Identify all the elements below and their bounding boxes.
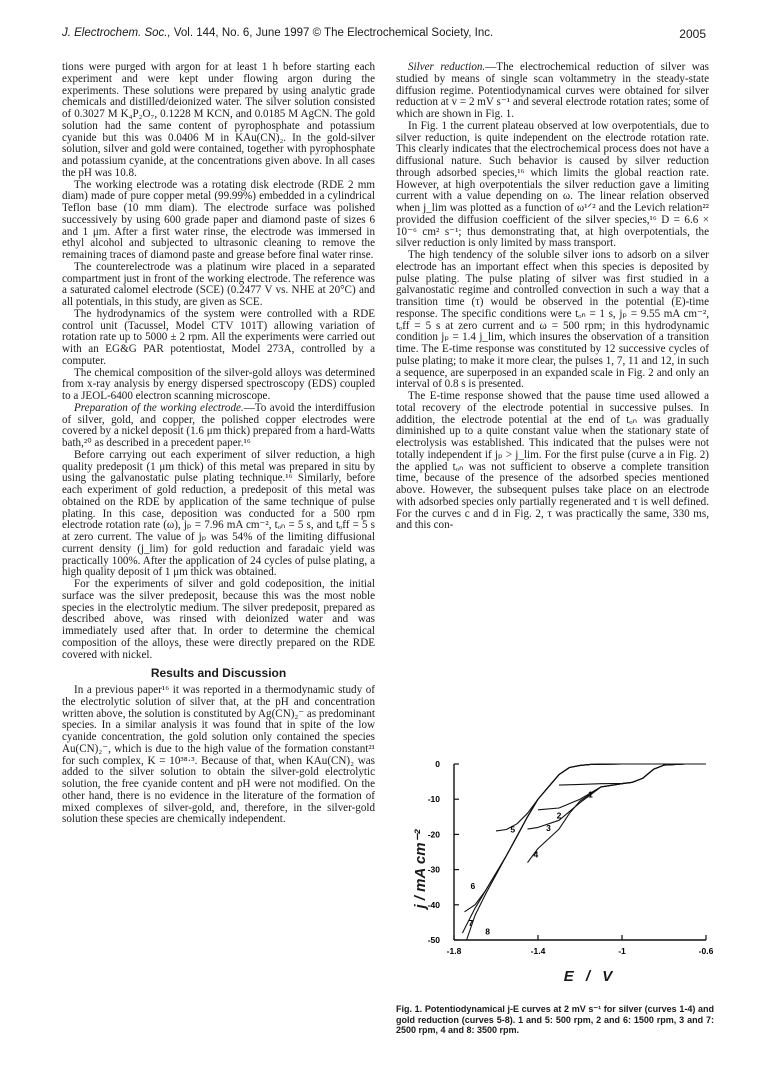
x-axis-label: E / V <box>563 968 617 985</box>
paragraph: The working electrode was a rotating disk electrode (RDE 2 mm diam) made of pure copper metal (99.99%) embedded in a cylindrical Teflon base (10 mm diam). The electrode surface was polished successively by using 600 grade paper and diamond paste of sizes 6 and 1 μm. After a first water rinse, the electrode was immersed in ethyl alcohol and subjected to ultrasonic cleaning to remove the remaining traces of diamond paste and grease before final water rinse. <box>62 178 375 261</box>
curve-5 <box>496 764 706 831</box>
paragraph-text: —To avoid the interdiffusion of silver, gold, and copper, the polished copper electrodes were covered by a nickel deposit (1.6 μm thick) prepared from a hard-Watts bath,²⁰ as described in a precedent paper.¹⁶ <box>62 401 376 449</box>
paragraph: In a previous paper¹⁶ it was reported in a thermodynamic study of the electrolytic solution of silver that, at the pH and concentration written above, the solution is constituted by Ag(CN)₂⁻ as predominant species. In a similar analysis it was found that in spite of the low cyanide concentration, the gold solution only contained the species Au(CN)₂⁻, which is due to the high value of the formation constant²¹ for such complex, K = 10³⁸·³. Because of that, when KAu(CN)₂ was added to the silver solution to obtain the silver-gold electrolytic solution, the free cyanide content and pH were not modified. On the other hand, there is no evidence in the literature of the formation of mixed complexes of silver-gold, and, therefore, in the silver-gold solution these species are chemically independent. <box>62 684 375 826</box>
paragraph-text: —The electrochemical reduction of silver was studied by means of single scan voltammetry in the steady-state diffusion regime. Potentiodynamical curves were obtained for silver reduction at v = 2 mV s⁻¹ and several electrode rotation rates; some of which are shown in Fig. 1. <box>396 61 709 120</box>
journal-citation <box>62 27 493 39</box>
paragraph: In Fig. 1 the current plateau observed at low overpotentials, due to silver reduction, is quite independent on the electrode rotation rate. This clearly indicates that the electrochemical process does not have a diffusional nature. Such behavior is caused by silver reduction through adsorbed species,¹⁶ which limits the global reaction rate. However, at high overpotentials the silver reduction gave a limiting current with a value depending on ω. The linear relation observed when j_lim was plotted as a function of ω¹ᐟ² and the Levich relation²² provided the diffusion coefficient of the silver species,¹⁶ D = 6.6 × 10⁻⁶ cm² s⁻¹; thus demonstrating that, at high overpotentials, the silver reduction is only limited by mass transport. <box>396 119 709 250</box>
left-column <box>62 62 375 826</box>
curve-2 <box>538 764 706 810</box>
x-tick-label: -1.4 <box>530 946 546 956</box>
paragraph <box>62 403 375 450</box>
paragraph <box>396 62 709 121</box>
y-axis-label-wrap <box>405 800 429 950</box>
journal-name: J. Electrochem. Soc., <box>62 27 171 39</box>
paragraph: Before carrying out each experiment of silver reduction, a high quality predeposit (1 μm thick) of this metal was prepared in situ by using the galvanostatic pulse plating technique.¹⁶ Similarly, before each experiment of gold reduction, a predeposit of this metal was obtained on the RDE by application of the same technique of pulse plating. In this case, deposition was conducted for a 500 rpm electrode rotation rate (ω), jₚ = 7.96 mA cm⁻², tₒₙ = 5 s, and tₒff = 5 s at zero current. The value of jₚ was 54% of the limiting diffusional current density (j_lim) for gold reduction and faradaic yield was practically 100%. After the application of 24 cycles of pulse plating, a high quality deposit of 1 μm thick was obtained. <box>62 448 375 579</box>
curve-3 <box>528 764 707 829</box>
paragraph: The chemical composition of the silver-gold alloys was determined from x-ray analysis by energy dispersed spectroscopy (EDS) coupled to a JEOL-6400 electron scanning microscope. <box>62 366 375 402</box>
curve-7 <box>462 764 706 933</box>
right-column <box>396 62 709 532</box>
paragraph: The E-time response showed that the pause time used allowed a total recovery of the electrode potential in successive pulses. In addition, the electrode potential at the end of tₒₙ was gradually diminished up to a quite constant value when the stationary state of electrolysis was established. This indicated that the pulses were not totally independent if jₚ > j_lim. For the first pulse (curve a in Fig. 2) the applied tₒₙ was not sufficient to observe a complete transition time, because of the presence of the adsorbed species mentioned above. However, the subsequent pulses take place on an electrode with adsorbed species only partially regenerated and τ is well defined. For the curves c and d in Fig. 2, τ was practically the same, 330 ms, and this con- <box>396 390 709 532</box>
curve-label: 5 <box>510 824 516 835</box>
curve-label: 6 <box>470 880 476 891</box>
curve-label: 1 <box>588 789 593 800</box>
curve-label: 4 <box>533 849 539 860</box>
page-number: 2005 <box>679 27 706 41</box>
volume-info: Vol. 144, No. 6, June 1997 © The Electrochemical Society, Inc. <box>173 27 494 39</box>
paragraph: The high tendency of the soluble silver ions to adsorb on a silver electrode has an important effect when this species is deposited by pulse plating. The pulse plating of silver was first studied in a galvanostatic regime and controlled convection in such a way that a transition time (τ) would be observed in the potential (E)-time response. The specific conditions were tₒₙ = 1 s, jₚ = 9.55 mA cm⁻², tₒff = 5 s at zero current and ω = 500 rpm; in this hydrodynamic condition jₚ = 1.4 j_lim, which insures the observation of a transition time. The E-time response was constituted by 12 successive cycles of pulse plating; to make it more clear, the pulses 1, 7, 11 and 12, in such a sequence, are superposed in an expanded scale in Fig. 2 and only an interval of 0.8 s is presented. <box>396 249 709 391</box>
running-header <box>62 27 706 47</box>
run-in-heading: Silver reduction. <box>408 61 486 73</box>
y-tick-label: -10 <box>427 794 440 805</box>
section-heading: Results and Discussion <box>150 666 287 681</box>
y-tick-label: -30 <box>427 864 440 875</box>
curve-label: 2 <box>556 810 562 821</box>
y-tick-label: -20 <box>427 829 440 840</box>
curve-4 <box>528 764 707 863</box>
x-tick-label: -0.6 <box>698 946 714 956</box>
paragraph: tions were purged with argon for at least 1 h before starting each experiment and were kept under flowing argon during the experiments. These solutions were prepared by using analytic grade chemicals and distilled/deionized water. The silver solution consisted of 0.3027 M K₄P₂O₇, 0.1228 M KCN, and 0.0185 M AgCN. The gold solution had the same content of pyrophosphate and potassium cyanide but this was 0.0406 M in KAu(CN)₂. In the gold-silver solution, silver and gold were contained, together with pyrophosphate and potassium cyanide, at the concentrations given above. In all cases the pH was 10.8. <box>62 61 375 179</box>
curve-8 <box>467 764 706 940</box>
y-axis-label: j / mA cm⁻² <box>412 829 429 909</box>
curve-label: 8 <box>485 926 490 937</box>
paragraph: For the experiments of silver and gold codeposition, the initial surface was the silver predeposit, because this was the most noble species in the electrolytic medium. The silver predeposit, prepared as described above, was rinsed with deionized water and was immediately used after that. In order to determine the chemical composition of the alloys, these were directly prepared on the RDE covered with nickel. <box>62 578 375 661</box>
curve-label: 3 <box>546 822 551 833</box>
paragraph: The counterelectrode was a platinum wire placed in a separated compartment just in front of the working electrode. The reference was a saturated calomel electrode (SCE) (0.2477 V vs. NHE at 20°C) and all potentials, in this study, are given as SCE. <box>62 260 375 308</box>
caption-text: Fig. 1. Potentiodynamical j-E curves at 2 mV s⁻¹ for silver (curves 1-4) and gold reduction (curves 5-8). 1 and 5: 500 rpm, 2 and 6: 1500 rpm, 3 and 7: 2500 rpm, 4 and 8: 3500 rpm. <box>396 1004 714 1036</box>
x-tick-label: -1 <box>618 946 626 956</box>
curve-label: 7 <box>468 917 474 928</box>
y-tick-label: -40 <box>427 899 440 910</box>
y-tick-label: 0 <box>435 759 440 769</box>
paragraph: The hydrodynamics of the system were controlled with a RDE control unit (Tacussel, Model CTV 101T) allowing variation of rotation rate up to 5000 ± 2 rpm. All the experiments were carried out with an EG&G PAR potentiostat, Model 273A, controlled by a computer. <box>62 307 375 367</box>
x-tick-label: -1.8 <box>446 946 462 956</box>
curve-6 <box>465 764 707 912</box>
run-in-heading: Preparation of the working electrode. <box>74 401 244 414</box>
figure-caption <box>396 1004 714 1036</box>
y-tick-label: -50 <box>427 935 440 945</box>
